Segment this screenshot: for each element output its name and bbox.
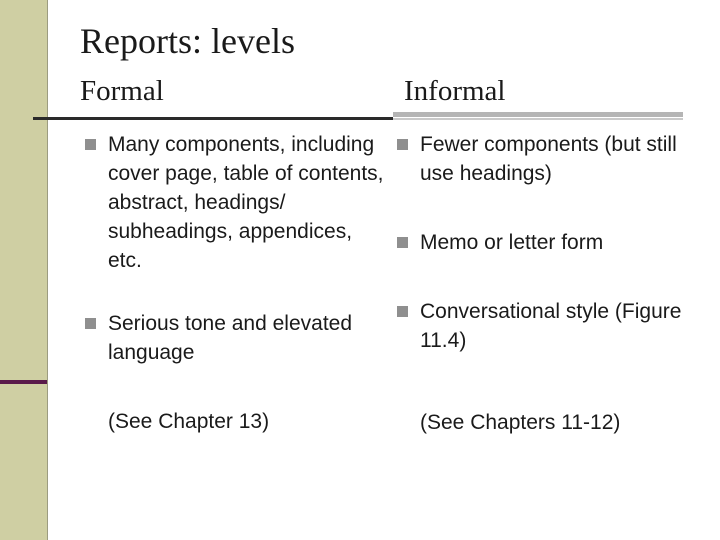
informal-bullet-text: Memo or letter form — [420, 231, 604, 254]
header-rule-right-shadow — [393, 112, 683, 117]
header-rule-left — [33, 117, 393, 120]
informal-bullet-3 — [397, 297, 707, 355]
slide-title: Reports: levels — [80, 21, 295, 61]
formal-column — [85, 130, 385, 436]
sidebar-band — [0, 0, 47, 540]
bullet-square-icon — [397, 237, 408, 248]
informal-bullet-text: Conversational style (Figure 11.4) — [420, 300, 682, 352]
informal-bullet-1 — [397, 130, 707, 188]
formal-bullet-1 — [85, 130, 385, 275]
formal-bullet-text: Serious tone and elevated language — [108, 312, 353, 364]
formal-bullet-text: Many components, including cover page, table of contents, abstract, headings/ subheadings, appendices, etc. — [108, 133, 384, 272]
sidebar-divider — [47, 0, 48, 540]
bullet-square-icon — [397, 306, 408, 317]
informal-bullet-text: Fewer components (but still use headings) — [420, 133, 677, 185]
formal-heading: Formal — [80, 75, 164, 107]
informal-bullet-2 — [397, 228, 707, 257]
informal-heading: Informal — [404, 75, 506, 107]
formal-note: (See Chapter 13) — [108, 410, 270, 433]
bullet-square-icon — [397, 139, 408, 150]
sidebar-accent-bar — [0, 380, 47, 384]
header-rule-right — [393, 118, 683, 120]
bullet-square-icon — [85, 139, 96, 150]
bullet-square-icon — [85, 318, 96, 329]
formal-bullet-2 — [85, 309, 385, 367]
informal-note: (See Chapters 11-12) — [420, 411, 621, 434]
informal-column — [397, 130, 707, 437]
